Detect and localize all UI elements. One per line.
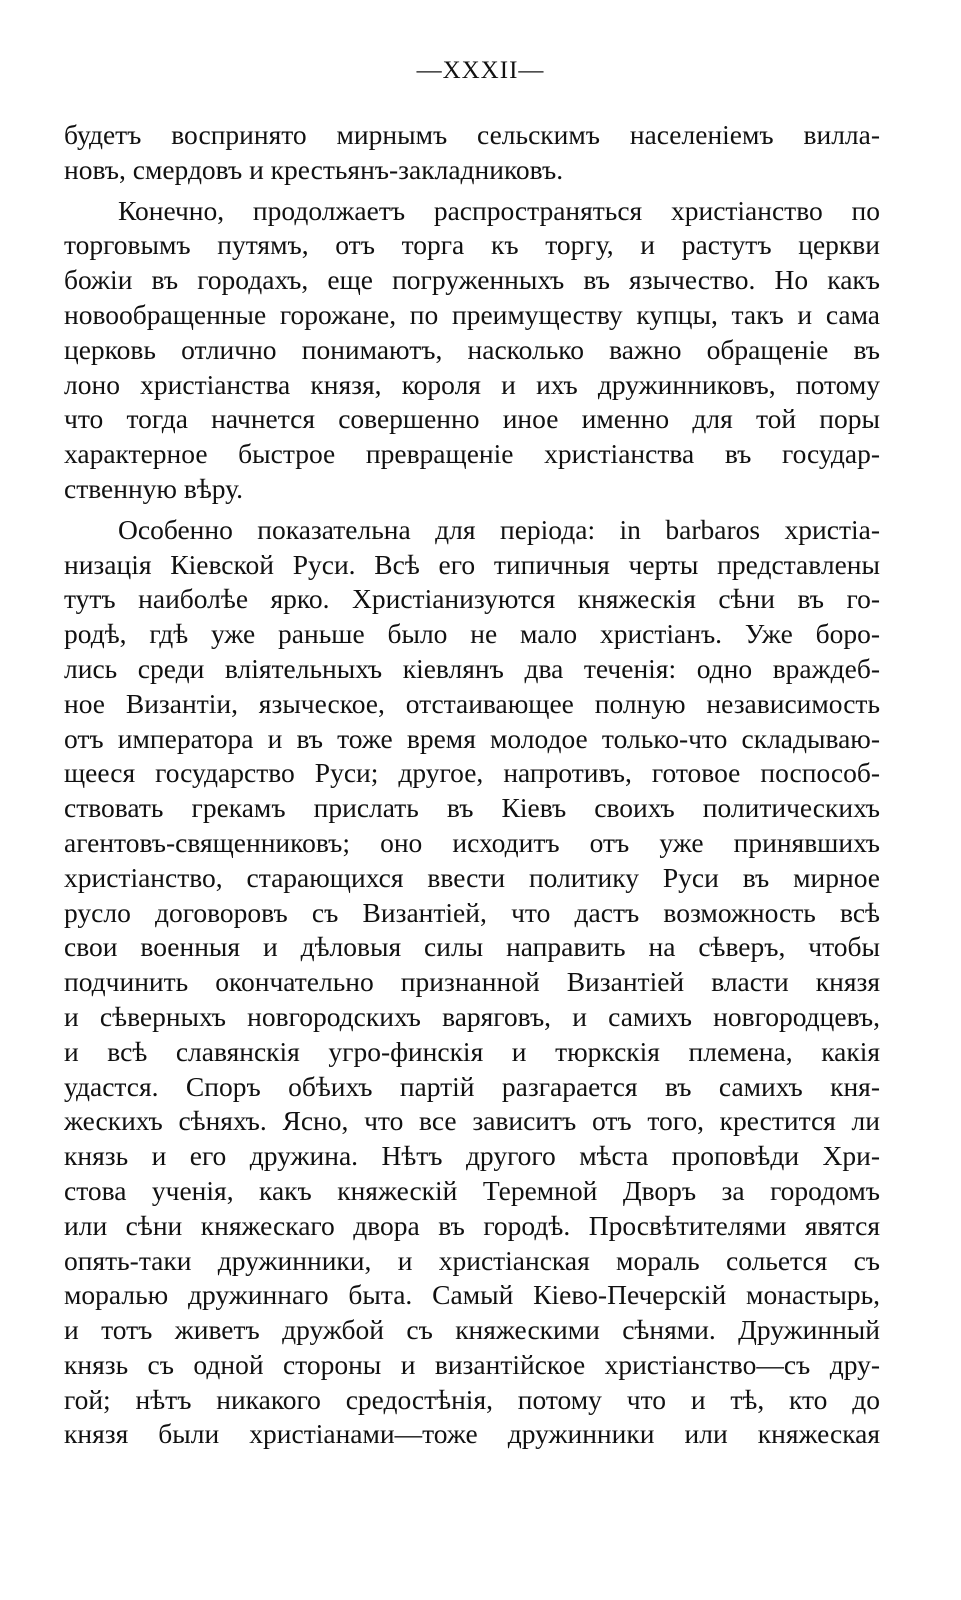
text-line: моралью дружиннаго быта. Самый Кіево-Печерскій монастырь, [64, 1279, 880, 1311]
text-line: христіанство, старающихся ввести политику Руси въ мирное [64, 861, 880, 893]
body-text [64, 118, 880, 1452]
text-line: стова ученія, какъ княжескій Теремной Дворъ за городомъ [64, 1174, 880, 1206]
text-line: новообращенные горожане, по преимуществу купцы, такъ и сама [64, 298, 880, 330]
text-line: будетъ воспринято мирнымъ сельскимъ населеніемъ вилла- [64, 119, 880, 150]
text-line: характерное быстрое превращеніе христіанства въ государ- [64, 438, 880, 470]
text-line: щееся государство Руси; другое, напротивъ, готовое поспособ- [64, 757, 880, 789]
text-line: опять-таки дружинники, и христіанская мораль сольется съ [64, 1244, 880, 1276]
text-line: и всѣ славянскія угро-финскія и тюркскія племена, какія [64, 1035, 880, 1067]
text-line: удастся. Споръ обѣихъ партій разгарается въ самихъ кня- [64, 1070, 880, 1102]
text-line: жескихъ сѣняхъ. Ясно, что все зависитъ отъ того, крестится ли [64, 1105, 880, 1137]
text-line: свои военныя и дѣловыя силы направить на сѣверъ, чтобы [64, 931, 880, 963]
paragraph [64, 118, 880, 188]
text-line: Особенно показательна для періода: in barbaros христіа- [118, 513, 880, 545]
text-line: князь съ одной стороны и византійское христіанство—съ дру- [64, 1348, 880, 1380]
text-line: лись среди вліятельныхъ кіевлянъ два теченія: одно враждеб- [64, 652, 880, 684]
text-line: ственную вѣру. [64, 472, 244, 504]
text-line: торговымъ путямъ, отъ торга къ торгу, и растутъ церкви [64, 229, 880, 261]
page-number-header: —XXXII— [416, 57, 545, 84]
text-line: божіи въ городахъ, еще погруженныхъ въ язычество. Но какъ [64, 264, 880, 296]
text-line: и тотъ живетъ дружбой съ княжескими сѣнями. Дружинный [64, 1314, 880, 1346]
text-line: ствовать грекамъ прислать въ Кіевъ своихъ политическихъ [64, 792, 880, 824]
text-line: что тогда начнется совершенно иное именно для той поры [64, 403, 880, 435]
text-line: отъ императора и въ тоже время молодое только-что складываю- [64, 722, 880, 754]
text-line: тутъ наиболѣе ярко. Христіанизуются княжескія сѣни въ го- [64, 583, 880, 615]
text-line: или сѣни княжескаго двора въ городѣ. Просвѣтителями явятся [64, 1209, 880, 1241]
text-line: Конечно, продолжаетъ распространяться христіанство по [118, 194, 880, 226]
text-line: лоно христіанства князя, короля и ихъ дружинниковъ, потому [64, 368, 880, 400]
text-line: низація Кіевской Руси. Всѣ его типичныя черты представлены [64, 548, 880, 580]
text-line: и сѣверныхъ новгородскихъ варяговъ, и самихъ новгородцевъ, [64, 1000, 880, 1032]
text-line: новъ, смердовъ и крестьянъ-закладниковъ. [64, 153, 564, 185]
paragraph [64, 513, 880, 1453]
text-line: родѣ, гдѣ уже раньше было не мало христіанъ. Уже боро- [64, 618, 880, 650]
text-line: церковь отлично понимаютъ, насколько важно обращеніе въ [64, 333, 880, 365]
text-line: русло договоровъ съ Византіей, что дастъ возможность всѣ [64, 896, 880, 928]
text-line: подчинить окончательно признанной Византіей власти князя [64, 966, 880, 998]
text-line: агентовъ-священниковъ; оно исходитъ отъ уже принявшихъ [64, 826, 880, 858]
text-line: ное Византіи, языческое, отстаивающее полную независимость [64, 687, 880, 719]
text-line: гой; нѣтъ никакого средостѣнія, потому что и тѣ, кто до [64, 1383, 880, 1415]
text-line: князь и его дружина. Нѣтъ другого мѣста проповѣди Хри- [64, 1140, 880, 1172]
paragraph [64, 194, 880, 507]
text-line: князя были христіанами—тоже дружинники или княжеская [64, 1418, 880, 1450]
